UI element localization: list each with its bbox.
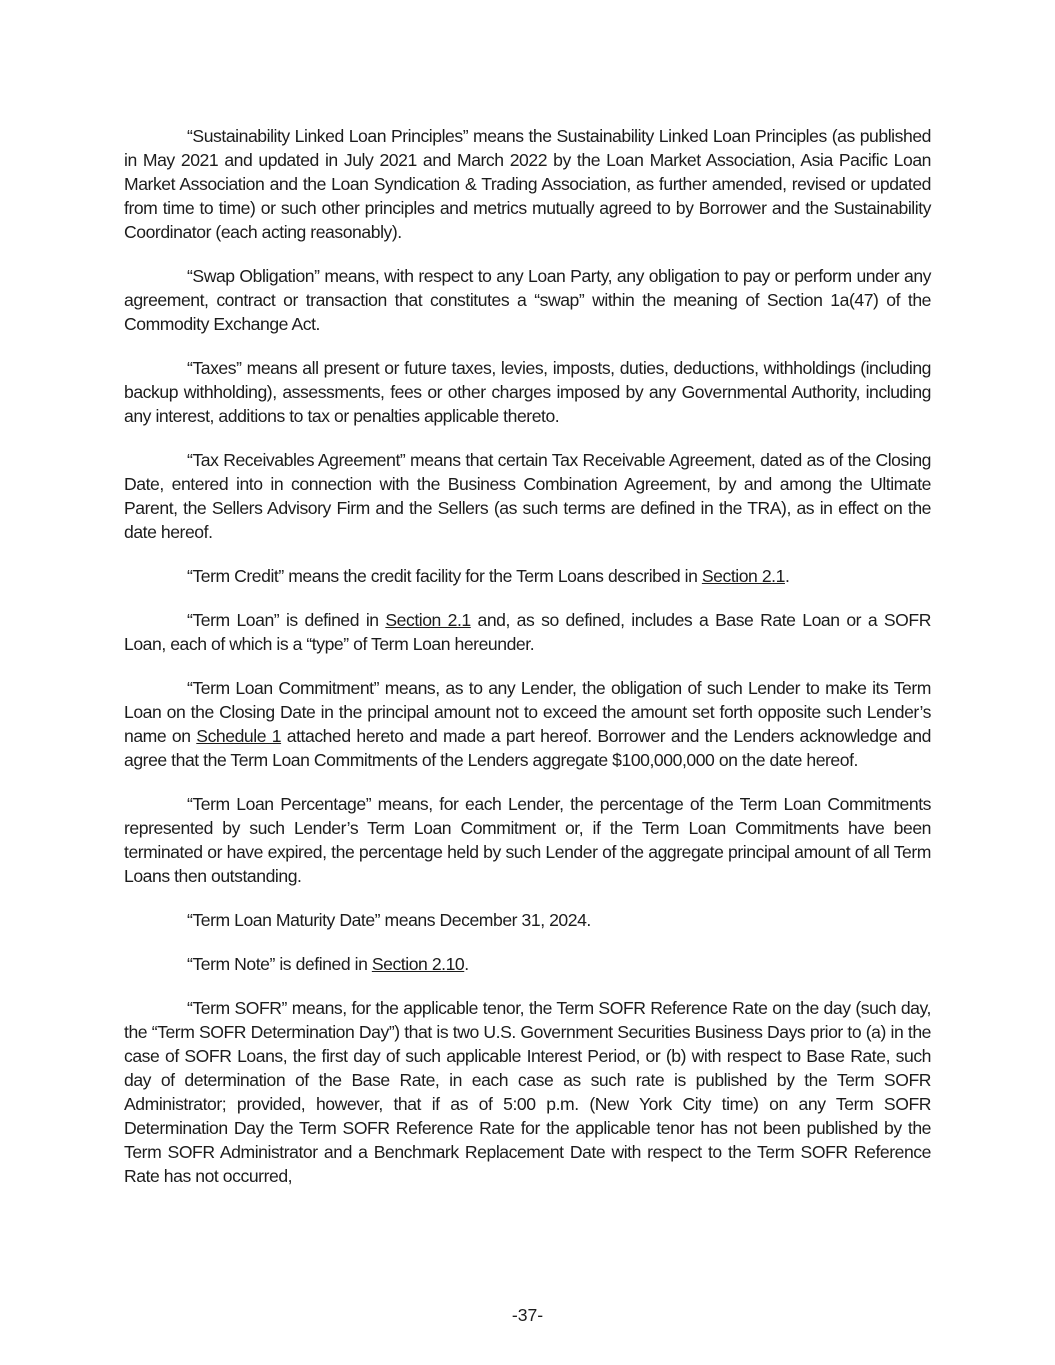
section-reference-link[interactable]: Section 2.1 [701, 566, 785, 586]
definition-term-loan-maturity-date [124, 908, 931, 932]
definition-text: and, as so defined, includes a Base Rate Loan or a SOFR Loan, each of which is a “type” of Term Loan hereunder. [124, 610, 931, 654]
section-reference-link[interactable]: Section 2.1 [385, 610, 471, 630]
definition-text: attached hereto and made a part hereof. Borrower and the Lenders acknowledge and agree that the Term Loan Commitments of the Lenders aggregate $100,000,000 on the date hereof. [124, 726, 931, 770]
definition-text: “Term Loan Maturity Date” means December 31, 2024. [187, 910, 591, 930]
definition-text: “Tax Receivables Agreement” means that certain Tax Receivable Agreement, dated as of the Closing Date, entered into in connection with the Business Combination Agreement, by and among the Ultimate Parent, the Sellers Advisory Firm and the Sellers (as such terms are defined in the TRA), as in effect on the date hereof. [124, 450, 931, 542]
definition-sustainability-linked-loan-principles [124, 124, 931, 244]
definition-text: “Swap Obligation” means, with respect to any Loan Party, any obligation to pay or perform under any agreement, contract or transaction that constitutes a “swap” within the meaning of Section 1a(47) of the Commodity Exchange Act. [124, 266, 931, 334]
page-number: -37- [511, 1305, 544, 1325]
definition-term-sofr [124, 996, 931, 1188]
definition-term-loan-commitment [124, 676, 931, 772]
definition-term-loan-percentage [124, 792, 931, 888]
definition-text: “Term Loan” is defined in [187, 610, 386, 630]
definition-term-note [124, 952, 931, 976]
definition-taxes [124, 356, 931, 428]
definition-term-credit [124, 564, 931, 588]
definition-text: “Term Credit” means the credit facility for the Term Loans described in [187, 566, 702, 586]
definition-swap-obligation [124, 264, 931, 336]
definition-text: . [464, 954, 469, 974]
definition-text: “Term Loan Commitment” means, as to any Lender, the obligation of such Lender to make its Term Loan on the Closing Date in the principal amount not to exceed the amount set forth opposite such Lender’s name on [124, 678, 931, 746]
definition-text: “Term SOFR” means, for the applicable tenor, the Term SOFR Reference Rate on the day (such day, the “Term SOFR Determination Day”) that is two U.S. Government Securities Business Days prior to (a) in the case of SOFR Loans, the first day of such applicable Interest Period, or (b) with respect to Base Rate, such day of determination of the Base Rate, in each case as such rate is published by the Term SOFR Administrator; provided, however, that if as of 5:00 p.m. (New York City time) on any Term SOFR Determination Day the Term SOFR Reference Rate for the applicable tenor has not been published by the Term SOFR Administrator and a Benchmark Replacement Date with respect to the Term SOFR Reference Rate has not occurred, [124, 998, 931, 1186]
schedule-reference-link[interactable]: Schedule 1 [196, 726, 282, 746]
definition-tax-receivables-agreement [124, 448, 931, 544]
definition-text: “Sustainability Linked Loan Principles” means the Sustainability Linked Loan Principles (as published in May 2021 and updated in July 2021 and March 2022 by the Loan Market Association, Asia Pacific Loan Market Association and the Loan Syndication & Trading Association, as further amended, revised or updated from time to time) or such other principles and metrics mutually agreed to by Borrower and the Sustainability Coordinator (each acting reasonably). [124, 126, 931, 242]
section-reference-link[interactable]: Section 2.10 [371, 954, 465, 974]
definition-text: . [784, 566, 790, 586]
definition-text: “Term Loan Percentage” means, for each Lender, the percentage of the Term Loan Commitments represented by such Lender’s Term Loan Commitment or, if the Term Loan Commitments have been terminated or have expired, the percentage held by such Lender of the aggregate principal amount of all Term Loans then outstanding. [124, 794, 931, 886]
definition-text: “Taxes” means all present or future taxes, levies, imposts, duties, deductions, withholdings (including backup withholding), assessments, fees or other charges imposed by any Governmental Authority, including any interest, additions to tax or penalties applicable thereto. [124, 358, 931, 426]
document-body [124, 124, 931, 1188]
definition-term-loan [124, 608, 931, 656]
definition-text: “Term Note” is defined in [187, 954, 372, 974]
